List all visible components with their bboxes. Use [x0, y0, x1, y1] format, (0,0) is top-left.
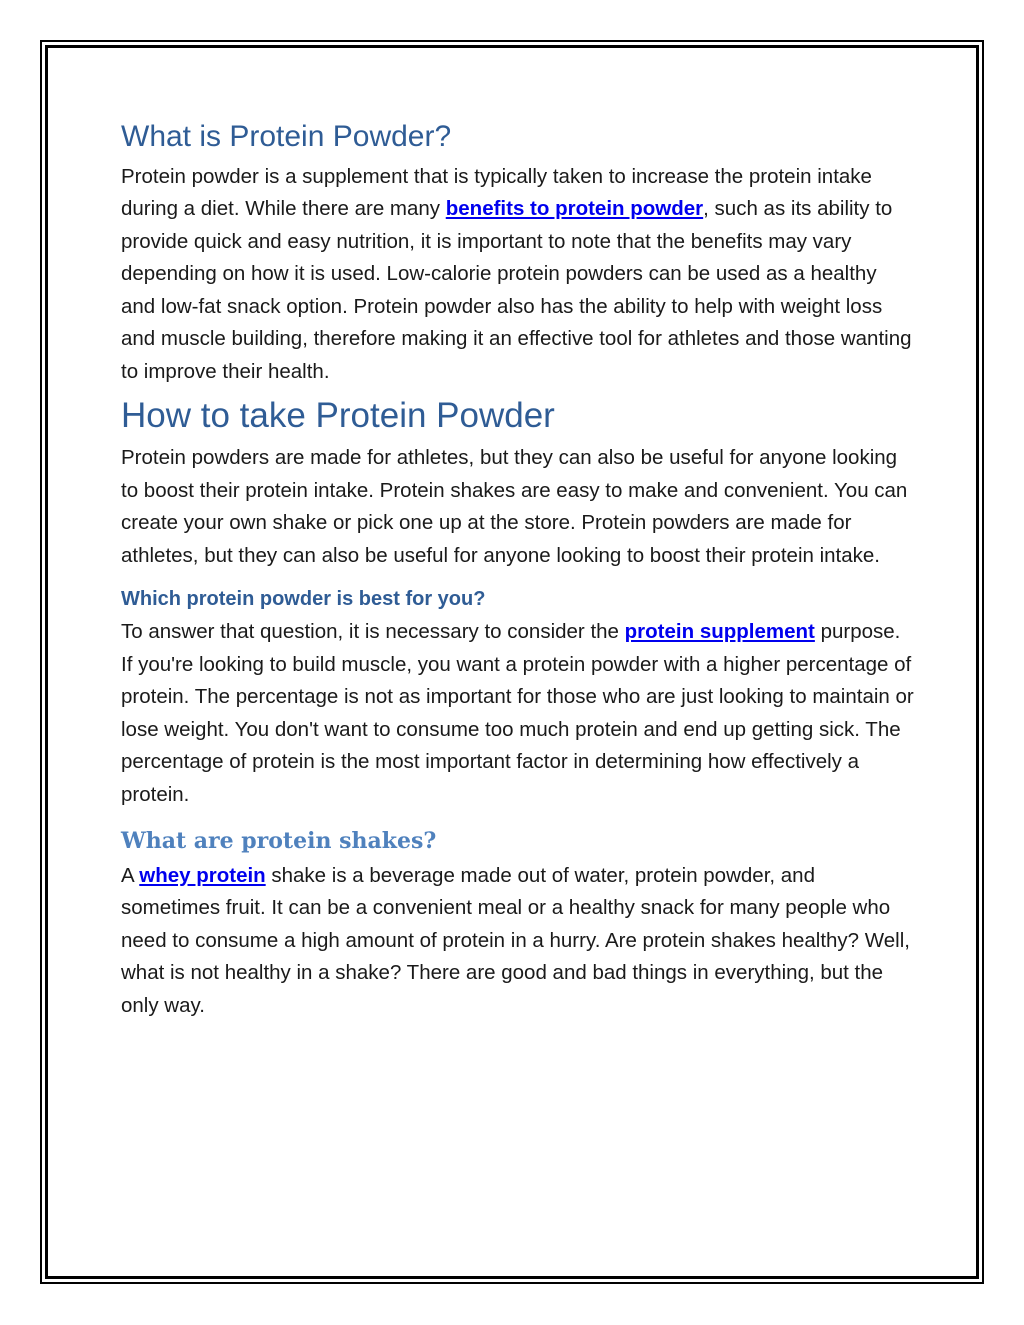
paragraph-how-to-take: Protein powders are made for athletes, but they can also be useful for anyone looking to boost their protein intake. Protein shakes are easy to make and convenient. You can create your own shake or pick one up at the store. Protein powders are made for athletes, but they can also be useful for anyone looking to boost their protein intake. [121, 446, 908, 567]
paragraph-text: To answer that question, it is necessary to consider the [121, 620, 625, 644]
paragraph-text: , such as its ability to provide quick and easy nutrition, it is important to note that the benefits may vary depending on how it is used. Low-calorie protein powders can be used as a healthy and low-fat snack option. Protein powder also has the ability to help with weight loss and muscle building, therefore making it an effective tool for athletes and those wanting to improve their health. [121, 197, 912, 383]
paragraph-text: Protein powder is a supplement that is typically taken to increase the protein intake during a diet. While there are many [121, 164, 872, 220]
paragraph-protein-shakes [121, 860, 916, 1023]
heading-which-protein-powder: Which protein powder is best for you? [121, 588, 486, 611]
link-protein-supplement[interactable]: protein supplement [624, 620, 815, 644]
link-benefits-to-protein-powder[interactable]: benefits to protein powder [445, 197, 704, 220]
document-content [121, 120, 916, 1022]
paragraph-text: A [121, 863, 140, 887]
paragraph-text: purpose. If you're looking to build muscle, you want a protein powder with a higher percentage of protein. The percentage is not as important for those who are just looking to maintain or lose weight. You don't want to consume too much protein and end up getting sick. The percentage of protein is the most important factor in determining how effectively a protein. [121, 620, 914, 806]
paragraph-text: shake is a beverage made out of water, protein powder, and sometimes fruit. It can be a convenient meal or a healthy snack for many people who need to consume a high amount of protein in a hurry. Are protein shakes healthy? Well, what is not healthy in a shake? There are good and bad things in everything, but the only way. [121, 863, 910, 1017]
paragraph-which-protein-powder [121, 616, 916, 811]
heading-what-is-protein-powder: What is Protein Powder? [121, 120, 452, 153]
link-whey-protein[interactable]: whey protein [139, 863, 266, 887]
heading-what-are-protein-shakes: What are protein shakes? [121, 828, 437, 855]
heading-how-to-take-protein-powder: How to take Protein Powder [121, 396, 555, 435]
paragraph-what-is-protein-powder [121, 161, 916, 389]
